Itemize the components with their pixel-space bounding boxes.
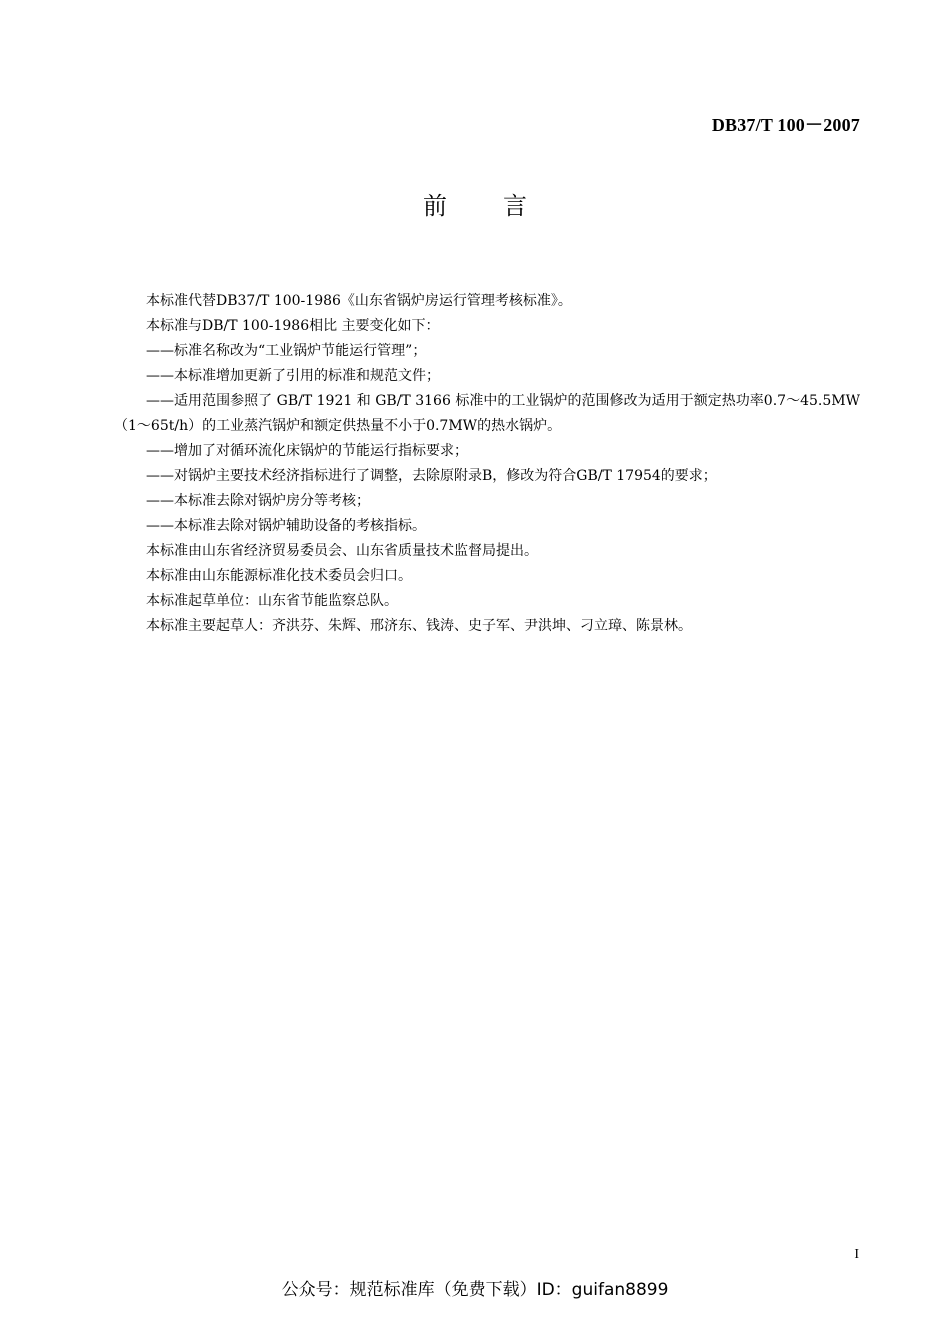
paragraph: ——增加了对循环流化床锅炉的节能运行指标要求； (146, 443, 468, 459)
paragraph: ——本标准去除对锅炉辅助设备的考核指标。 (146, 518, 426, 534)
section-title: 前言 (423, 192, 583, 220)
paragraph: ——标准名称改为“工业锅炉节能运行管理”； (146, 343, 427, 359)
paragraph: 本标准主要起草人：齐洪芬、朱辉、邢济东、钱涛、史子军、尹洪坤、刁立璋、陈景林。 (146, 618, 692, 634)
paragraph: 本标准代替DB37/T 100-1986《山东省锅炉房运行管理考核标准》。 (146, 293, 572, 309)
paragraph: ——本标准去除对锅炉房分等考核； (146, 493, 370, 509)
paragraph: ——对锅炉主要技术经济指标进行了调整，去除原附录B，修改为符合GB/T 17954的要求； (146, 468, 717, 484)
page-number: I (854, 1247, 859, 1262)
foreword-body (114, 289, 860, 639)
paragraph: ——适用范围参照了 GB/T 1921 和 GB/T 3166 标准中的工业锅炉的范围修改为适用于额定热功率0.7～45.5MW（1～65t/h）的工业蒸汽锅炉和额定供热量不小于0.7MW的热水锅炉。 (114, 393, 860, 434)
document-code: DB37/T 100－2007 (711, 115, 860, 135)
paragraph: 本标准由山东能源标准化技术委员会归口。 (146, 568, 412, 584)
footer-watermark-text: 公众号：规范标准库（免费下载）ID：guifan8899 (281, 1280, 669, 1300)
paragraph: ——本标准增加更新了引用的标准和规范文件； (146, 368, 440, 384)
paragraph: 本标准与DB/T 100-1986相比 主要变化如下： (146, 318, 440, 334)
paragraph: 本标准起草单位：山东省节能监察总队。 (146, 593, 398, 609)
paragraph: 本标准由山东省经济贸易委员会、山东省质量技术监督局提出。 (146, 543, 538, 559)
